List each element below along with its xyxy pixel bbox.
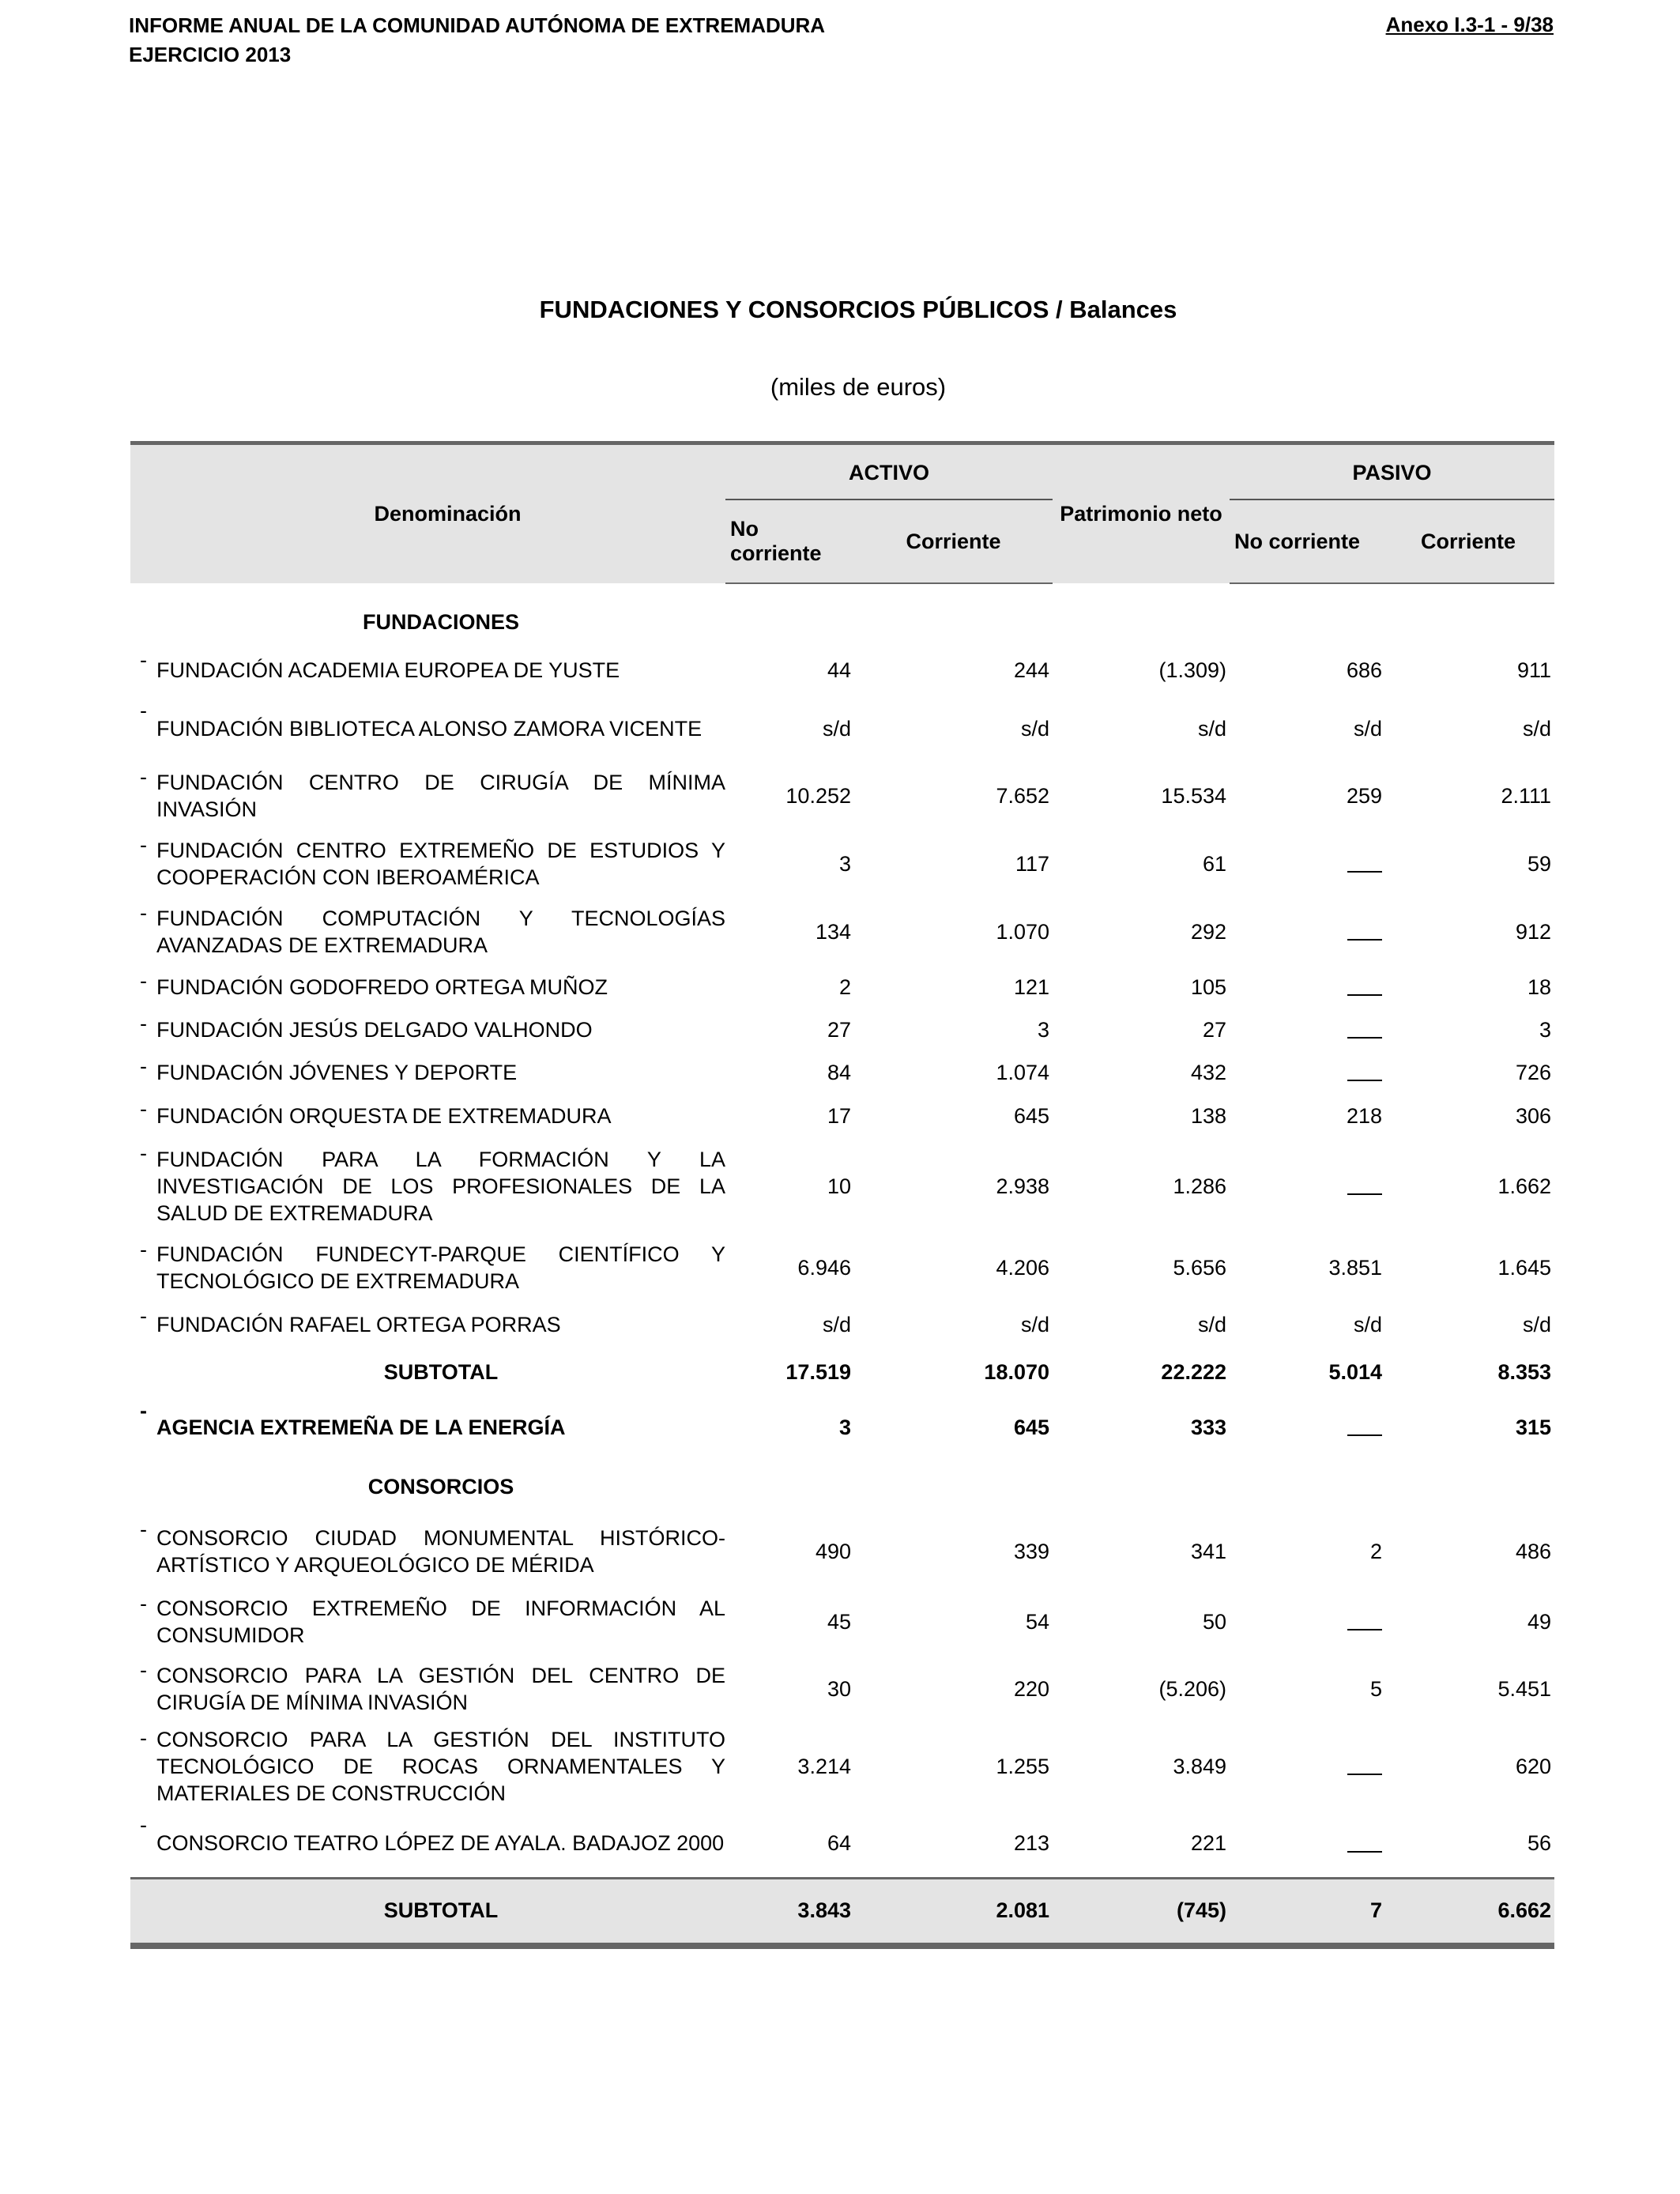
- value-cell: (5.206): [1158, 1676, 1227, 1701]
- value-cell: 6.946: [797, 1255, 851, 1280]
- entity-name: FUNDACIÓN RAFAEL ORTEGA PORRAS: [156, 1313, 561, 1336]
- value-cell: 50: [1202, 1609, 1227, 1634]
- row-dash: -: [140, 1054, 147, 1078]
- table-row: [130, 645, 1554, 696]
- value-cell: s/d: [1197, 1312, 1227, 1336]
- col-header-pasivo-corriente: Corriente: [1382, 500, 1554, 583]
- value-cell: 17: [827, 1103, 851, 1128]
- blank-mark: [1347, 980, 1382, 996]
- value-cell: 61: [1202, 851, 1227, 876]
- value-cell: 645: [1013, 1103, 1050, 1128]
- value-cell: 17.519: [785, 1359, 851, 1384]
- empty-cell: [130, 1348, 156, 1396]
- entity-name: FUNDACIÓN PARA LA FORMACIÓN Y LA INVESTIGACIÓN DE LOS PROFESIONALES DE LA SALUD DE EXTREMADURA: [156, 1148, 725, 1225]
- value-cell: [1230, 966, 1382, 1008]
- blank-mark: [1347, 1837, 1382, 1853]
- value-cell: 15.534: [1161, 783, 1227, 808]
- value-cell: 18.070: [984, 1359, 1050, 1384]
- table-row: [130, 1008, 1554, 1051]
- col-header-activo-no-corriente: No corriente: [725, 500, 854, 583]
- value-cell: [1230, 898, 1382, 966]
- value-cell: s/d: [1522, 1312, 1552, 1336]
- row-dash: -: [140, 699, 147, 722]
- col-group-activo: [725, 443, 1053, 501]
- table-body: [130, 583, 1554, 1946]
- value-cell: 49: [1527, 1609, 1552, 1634]
- col-header-pasivo-no-corriente: No corriente: [1230, 500, 1382, 583]
- empty-cell: [725, 599, 854, 645]
- table-row: [130, 830, 1554, 898]
- table-row: [130, 1301, 1554, 1348]
- value-cell: 45: [827, 1609, 851, 1634]
- row-dash: -: [140, 765, 147, 789]
- value-cell: [1230, 1138, 1382, 1235]
- subtotal-label: SUBTOTAL: [156, 1878, 725, 1946]
- row-dash: -: [140, 1304, 147, 1328]
- blank-mark: [1347, 857, 1382, 873]
- row-dash: -: [140, 1592, 147, 1615]
- entity-name: FUNDACIÓN CENTRO EXTREMEÑO DE ESTUDIOS Y COOPERACIÓN CON IBEROAMÉRICA: [156, 839, 725, 889]
- value-cell: [1230, 1051, 1382, 1094]
- empty-cell: [1053, 599, 1230, 645]
- table-row: [130, 1514, 1554, 1589]
- value-cell: [1230, 1723, 1382, 1810]
- empty-cell: [1230, 583, 1382, 599]
- value-cell: 27: [1202, 1017, 1227, 1042]
- value-cell: 244: [1013, 658, 1050, 682]
- spacer-row: [130, 583, 1554, 599]
- value-cell: 645: [1013, 1415, 1050, 1439]
- entity-name: CONSORCIO PARA LA GESTIÓN DEL CENTRO DE CIRUGÍA DE MÍNIMA INVASIÓN: [156, 1664, 725, 1714]
- value-cell: 912: [1515, 919, 1552, 944]
- value-cell: 22.222: [1161, 1359, 1227, 1384]
- table-row: [130, 1655, 1554, 1723]
- value-cell: 1.074: [996, 1060, 1050, 1084]
- value-cell: 121: [1013, 974, 1050, 999]
- empty-cell: [130, 1878, 156, 1946]
- value-cell: [1230, 830, 1382, 898]
- section-consorcios-label: CONSORCIOS: [367, 1474, 514, 1498]
- value-cell: 1.070: [996, 919, 1050, 944]
- table-row: [130, 696, 1554, 762]
- blank-mark: [1347, 1179, 1382, 1195]
- value-cell: 5: [1369, 1676, 1383, 1701]
- table-row: [130, 762, 1554, 830]
- entity-name: CONSORCIO TEATRO LÓPEZ DE AYALA. BADAJOZ 2000: [156, 1831, 725, 1856]
- blank-mark: [1347, 1420, 1382, 1436]
- empty-cell: [1382, 583, 1554, 599]
- value-cell: 339: [1013, 1539, 1050, 1563]
- entity-name: AGENCIA EXTREMEÑA DE LA ENERGÍA: [156, 1416, 566, 1439]
- value-cell: 911: [1516, 658, 1552, 682]
- empty-cell: [854, 599, 1053, 645]
- blank-mark: [1347, 1759, 1382, 1775]
- value-cell: 54: [1025, 1609, 1050, 1634]
- value-cell: 1.645: [1497, 1255, 1552, 1280]
- subtotal-row: [130, 1348, 1554, 1396]
- value-cell: 27: [827, 1017, 851, 1042]
- value-cell: (745): [1053, 1878, 1230, 1946]
- value-cell: 3.843: [725, 1878, 854, 1946]
- value-cell: 620: [1515, 1754, 1552, 1778]
- report-header: [129, 11, 825, 70]
- col-header-activo-corriente: Corriente: [854, 500, 1053, 583]
- empty-cell: [130, 599, 156, 645]
- empty-cell: [725, 583, 854, 599]
- col-header-patrimonio-neto: Patrimonio neto: [1053, 443, 1230, 584]
- table-row: [130, 1810, 1554, 1878]
- value-cell: s/d: [1522, 716, 1552, 741]
- value-cell: 726: [1515, 1060, 1552, 1084]
- value-cell: 486: [1515, 1539, 1552, 1563]
- units-subtitle: (miles de euros): [770, 373, 947, 401]
- empty-cell: [130, 1459, 156, 1514]
- empty-cell: [1053, 1459, 1230, 1514]
- value-cell: s/d: [822, 716, 851, 741]
- value-cell: 7.652: [996, 783, 1050, 808]
- value-cell: [1230, 1396, 1382, 1459]
- empty-cell: [156, 583, 725, 599]
- entity-name: FUNDACIÓN ORQUESTA DE EXTREMADURA: [156, 1104, 612, 1128]
- entity-name: CONSORCIO PARA LA GESTIÓN DEL INSTITUTO TECNOLÓGICO DE ROCAS ORNAMENTALES Y MATERIALES DE CONSTRUCCIÓN: [156, 1728, 725, 1805]
- row-dash: -: [140, 648, 147, 672]
- entity-name: FUNDACIÓN COMPUTACIÓN Y TECNOLOGÍAS AVANZADAS DE EXTREMADURA: [156, 907, 725, 957]
- value-cell: 10: [827, 1174, 851, 1198]
- value-cell: 2.081: [854, 1878, 1053, 1946]
- table-row: [130, 1235, 1554, 1301]
- empty-cell: [1053, 583, 1230, 599]
- page-title: FUNDACIONES Y CONSORCIOS PÚBLICOS / Balances: [539, 296, 1177, 323]
- row-dash: -: [140, 1141, 147, 1165]
- value-cell: 105: [1190, 974, 1227, 999]
- row-dash: -: [140, 1399, 147, 1423]
- table-row: [130, 966, 1554, 1008]
- value-cell: 18: [1527, 974, 1552, 999]
- value-cell: 5.656: [1173, 1255, 1227, 1280]
- balances-table: [130, 441, 1554, 1949]
- empty-cell: [1230, 599, 1382, 645]
- entity-name: CONSORCIO CIUDAD MONUMENTAL HISTÓRICO-ARTÍSTICO Y ARQUEOLÓGICO DE MÉRIDA: [156, 1526, 725, 1577]
- row-dash: -: [140, 1658, 147, 1682]
- value-cell: s/d: [1197, 716, 1227, 741]
- annex-reference: Anexo I.3-1 - 9/38: [1385, 13, 1554, 36]
- value-cell: 1.255: [996, 1754, 1050, 1778]
- value-cell: 117: [1015, 851, 1050, 876]
- entity-name: FUNDACIÓN JESÚS DELGADO VALHONDO: [156, 1018, 593, 1042]
- value-cell: s/d: [1020, 1312, 1050, 1336]
- value-cell: (1.309): [1158, 658, 1227, 682]
- entity-name: FUNDACIÓN BIBLIOTECA ALONSO ZAMORA VICENTE: [156, 717, 703, 741]
- value-cell: [1230, 1810, 1382, 1878]
- value-cell: 30: [827, 1676, 851, 1701]
- value-cell: 1.286: [1173, 1174, 1227, 1198]
- table-row: [130, 898, 1554, 966]
- table-row: [130, 1051, 1554, 1094]
- value-cell: 686: [1346, 658, 1383, 682]
- value-cell: 64: [827, 1830, 851, 1855]
- value-cell: 315: [1515, 1415, 1552, 1439]
- value-cell: 138: [1190, 1103, 1227, 1128]
- blank-mark: [1347, 1065, 1382, 1081]
- row-dash: -: [140, 901, 147, 925]
- entity-name: FUNDACIÓN FUNDECYT-PARQUE CIENTÍFICO Y TECNOLÓGICO DE EXTREMADURA: [156, 1242, 725, 1293]
- entity-name: FUNDACIÓN JÓVENES Y DEPORTE: [156, 1061, 518, 1084]
- value-cell: 3: [1539, 1017, 1552, 1042]
- value-cell: 341: [1190, 1539, 1227, 1563]
- value-cell: 220: [1013, 1676, 1050, 1701]
- value-cell: 2: [838, 974, 851, 999]
- empty-cell: [1382, 599, 1554, 645]
- value-cell: 3: [838, 851, 851, 876]
- value-cell: 213: [1013, 1830, 1050, 1855]
- value-cell: s/d: [1353, 1312, 1383, 1336]
- value-cell: 218: [1346, 1103, 1383, 1128]
- entity-name: FUNDACIÓN CENTRO DE CIRUGÍA DE MÍNIMA INVASIÓN: [156, 771, 725, 821]
- value-cell: 44: [827, 658, 851, 682]
- row-dash: -: [140, 1726, 147, 1750]
- value-cell: [1230, 1008, 1382, 1051]
- row-dash: -: [140, 1517, 147, 1541]
- col-group-pasivo-label: PASIVO: [1352, 460, 1432, 484]
- table-row: [130, 1094, 1554, 1138]
- entity-name: FUNDACIÓN ACADEMIA EUROPEA DE YUSTE: [156, 658, 620, 682]
- value-cell: 7: [1230, 1878, 1382, 1946]
- value-cell: 4.206: [996, 1255, 1050, 1280]
- value-cell: 5.014: [1328, 1359, 1383, 1384]
- row-dash: -: [140, 1097, 147, 1121]
- row-dash: -: [140, 1813, 147, 1837]
- table-row: [130, 1396, 1554, 1459]
- table-row: [130, 1138, 1554, 1235]
- col-header-denominacion: Denominación: [130, 443, 725, 584]
- value-cell: 2.111: [1501, 783, 1552, 808]
- blank-mark: [1347, 1615, 1382, 1630]
- fiscal-year-line: EJERCICIO 2013: [129, 43, 292, 66]
- report-title-line: INFORME ANUAL DE LA COMUNIDAD AUTÓNOMA DE EXTREMADURA: [129, 13, 826, 37]
- value-cell: 59: [1527, 851, 1552, 876]
- empty-cell: [854, 1459, 1053, 1514]
- value-cell: 84: [827, 1060, 851, 1084]
- value-cell: 1.662: [1497, 1174, 1552, 1198]
- value-cell: 306: [1515, 1103, 1552, 1128]
- value-cell: 2: [1369, 1539, 1383, 1563]
- value-cell: 2.938: [996, 1174, 1050, 1198]
- section-fundaciones-label: FUNDACIONES: [362, 609, 519, 634]
- value-cell: 221: [1190, 1830, 1227, 1855]
- value-cell: 56: [1527, 1830, 1552, 1855]
- value-cell: 292: [1190, 919, 1227, 944]
- value-cell: 259: [1346, 783, 1383, 808]
- empty-cell: [725, 1459, 854, 1514]
- row-dash: -: [140, 1012, 147, 1035]
- value-cell: 3: [838, 1415, 851, 1439]
- value-cell: 134: [815, 919, 851, 944]
- table-row: [130, 1589, 1554, 1655]
- row-dash: -: [140, 1238, 147, 1261]
- row-dash: -: [140, 833, 147, 857]
- col-group-activo-label: ACTIVO: [849, 460, 930, 484]
- value-cell: 3.849: [1173, 1754, 1227, 1778]
- entity-name: FUNDACIÓN GODOFREDO ORTEGA MUÑOZ: [156, 975, 608, 999]
- value-cell: 6.662: [1382, 1878, 1554, 1946]
- value-cell: 10.252: [785, 783, 851, 808]
- value-cell: 5.451: [1497, 1676, 1552, 1701]
- table-row: [130, 1723, 1554, 1810]
- value-cell: 3: [1037, 1017, 1050, 1042]
- section-fundaciones-row: [130, 599, 1554, 645]
- value-cell: s/d: [1020, 716, 1050, 741]
- subtotal-label: SUBTOTAL: [383, 1359, 499, 1384]
- empty-cell: [130, 583, 156, 599]
- empty-cell: [1382, 1459, 1554, 1514]
- value-cell: 333: [1190, 1415, 1227, 1439]
- value-cell: 490: [815, 1539, 851, 1563]
- value-cell: s/d: [822, 1312, 851, 1336]
- blank-mark: [1347, 925, 1382, 941]
- entity-name: CONSORCIO EXTREMEÑO DE INFORMACIÓN AL CONSUMIDOR: [156, 1596, 725, 1647]
- value-cell: 3.214: [797, 1754, 851, 1778]
- blank-mark: [1347, 1023, 1382, 1039]
- subtotal-row: [130, 1878, 1554, 1946]
- value-cell: [1230, 1589, 1382, 1655]
- row-dash: -: [140, 969, 147, 993]
- value-cell: 3.851: [1328, 1255, 1383, 1280]
- col-group-pasivo: [1230, 443, 1554, 501]
- value-cell: 8.353: [1497, 1359, 1552, 1384]
- section-consorcios-row: [130, 1459, 1554, 1514]
- empty-cell: [854, 583, 1053, 599]
- value-cell: s/d: [1353, 716, 1383, 741]
- empty-cell: [1230, 1459, 1382, 1514]
- value-cell: 432: [1190, 1060, 1227, 1084]
